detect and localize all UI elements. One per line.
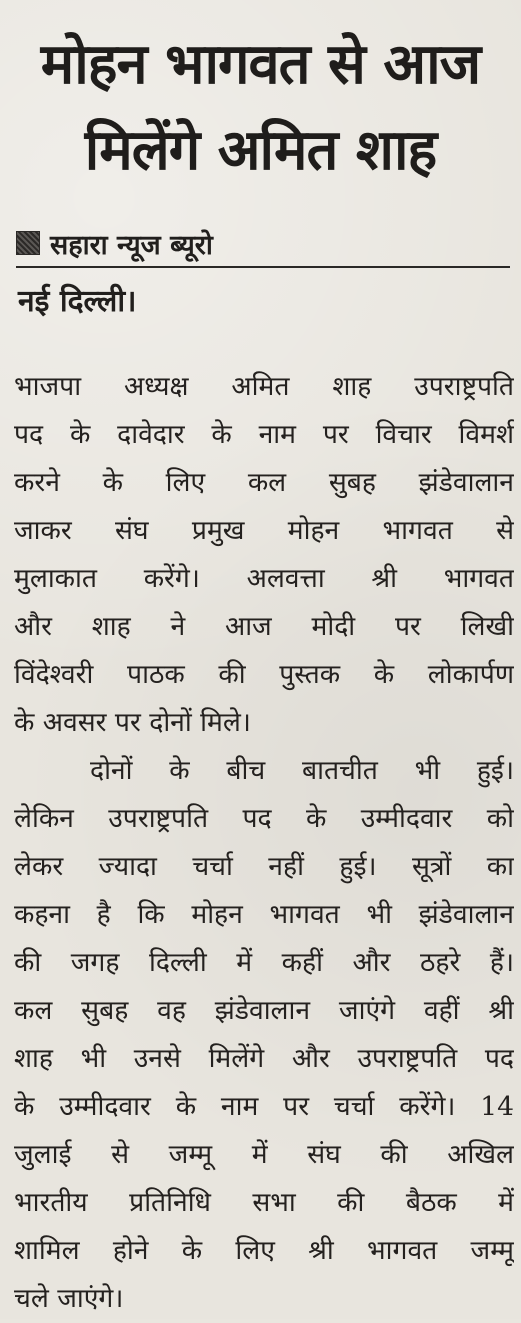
article-body	[14, 363, 514, 1323]
paragraph-1	[14, 363, 514, 747]
byline	[16, 220, 510, 268]
text-line: करने के लिए कल सुबह झंडेवालान	[14, 467, 514, 498]
text-line: चले जाएंगे।	[14, 1283, 124, 1314]
byline-text: सहारा न्यूज ब्यूरो	[50, 229, 213, 261]
headline	[0, 22, 521, 194]
text-line: कल सुबह वह झंडेवालान जाएंगे वहीं श्री	[14, 995, 514, 1026]
square-bullet-icon	[16, 231, 40, 255]
paragraph-2	[14, 747, 514, 1323]
text-line: दोनों के बीच बातचीत भी हुई।	[90, 755, 514, 786]
text-line: जुलाई से जम्मू में संघ की अखिल	[14, 1139, 514, 1170]
headline-line-2: मिलेंगे अमित शाह	[84, 118, 437, 183]
text-line: भाजपा अध्यक्ष अमित शाह उपराष्ट्रपति	[14, 371, 514, 402]
text-line: विंदेश्वरी पाठक की पुस्तक के लोकार्पण	[14, 659, 514, 690]
text-line: पद के दावेदार के नाम पर विचार विमर्श	[14, 419, 514, 450]
text-line: मुलाकात करेंगे। अलवत्ता श्री भागवत	[14, 563, 514, 594]
text-line: भारतीय प्रतिनिधि सभा की बैठक में	[14, 1187, 514, 1218]
text-line: जाकर संघ प्रमुख मोहन भागवत से	[14, 515, 514, 546]
text-line: कहना है कि मोहन भागवत भी झंडेवालान	[14, 899, 514, 930]
text-line: के उम्मीदवार के नाम पर चर्चा करेंगे। 14	[14, 1091, 514, 1122]
text-line: लेकिन उपराष्ट्रपति पद के उम्मीदवार को	[14, 803, 514, 834]
dateline: नई दिल्ली।	[18, 284, 137, 319]
text-line: शामिल होने के लिए श्री भागवत जम्मू	[14, 1235, 514, 1266]
headline-line-1: मोहन भागवत से आज	[40, 32, 481, 97]
text-line: के अवसर पर दोनों मिले।	[14, 707, 251, 738]
text-line: लेकर ज्यादा चर्चा नहीं हुई। सूत्रों का	[14, 851, 514, 882]
text-line: की जगह दिल्ली में कहीं और ठहरे हैं।	[14, 947, 514, 978]
text-line: शाह भी उनसे मिलेंगे और उपराष्ट्रपति पद	[14, 1043, 514, 1074]
text-line: और शाह ने आज मोदी पर लिखी	[14, 611, 514, 642]
